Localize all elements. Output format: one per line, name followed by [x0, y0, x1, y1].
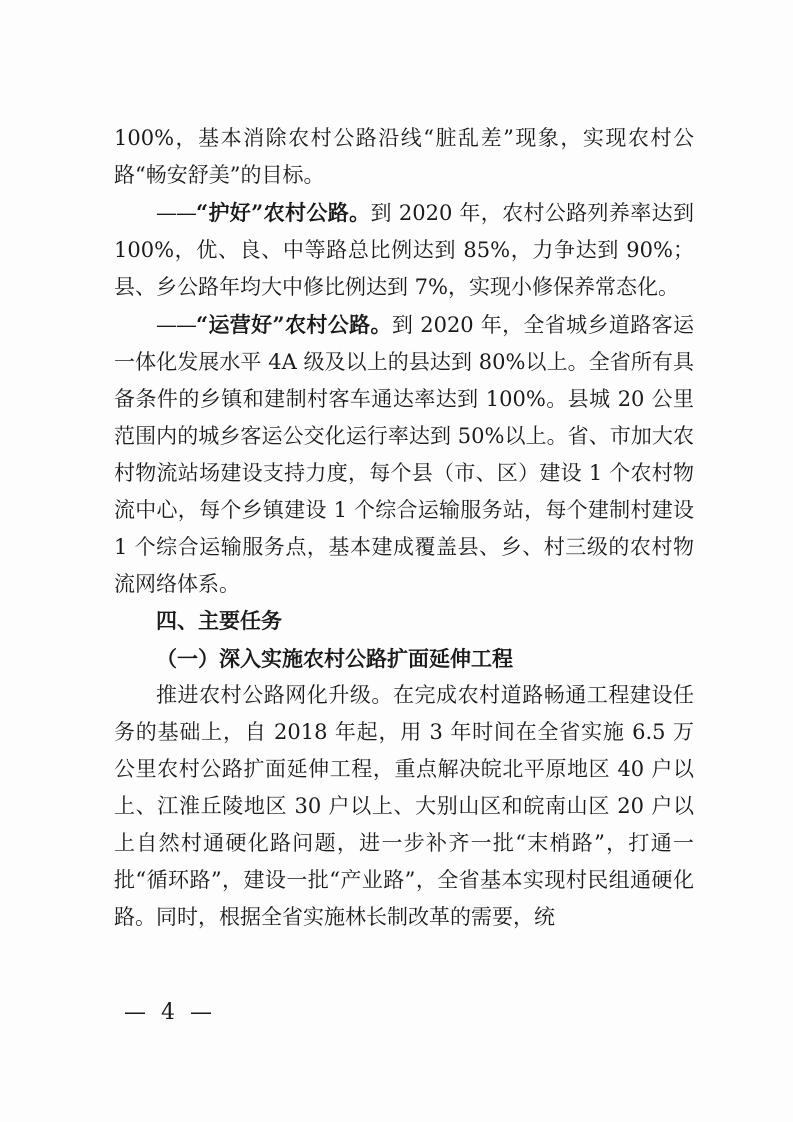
document-body: [114, 120, 694, 936]
paragraph-operate-roads: [114, 306, 694, 603]
paragraph-text: 推进农村公路网化升级。在完成农村道路畅通工程建设任务的基础上，自 2018 年起，用 3 年时间在全省实施 6.5 万公里农村公路扩面延伸工程，重点解决皖北平原地区 40 户以上、江淮丘陵地区 30 户以上、大别山区和皖南山区 20 户以上自然村通硬化路问题，进一步补齐一批“末梢路”，打通一批“循环路”，建设一批“产业路”，全省基本实现村民组通硬化路。同时，根据全省实施林长制改革的需要，统: [114, 683, 694, 929]
bold-lead: “运营好”农村公路。: [196, 312, 392, 337]
subsection-heading: （一）深入实施农村公路扩面延伸工程: [156, 646, 513, 671]
paragraph-text: 到 2020 年，农村公路列养率达到 100%，优、良、中等路总比例达到 85%，力争达到 90%；县、乡公路年均大中修比例达到 7%，实现小修保养常态化。: [114, 201, 694, 299]
em-dash: ——: [156, 201, 196, 225]
paragraph-protect-roads: [114, 194, 694, 306]
paragraph-continuation: [114, 120, 694, 194]
paragraph-text: 到 2020 年，全省城乡道路客运一体化发展水平 4A 级及以上的县达到 80%以上。全省所有具备条件的乡镇和建制村客车通达率达到 100%。县城 20 公里范围内的城乡客运公交化运行率达到 50%以上。省、市加大农村物流站场建设支持力度，每个县（市、区）建设 1 个农村物流中心，每个乡镇建设 1 个综合运输服务站，每个建制村建设 1 个综合运输服务点，基本建成覆盖县、乡、村三级的农村物流网络体系。: [114, 313, 694, 596]
em-dash: ——: [156, 313, 196, 337]
paragraph-network-upgrade: [114, 677, 694, 936]
bold-lead: “护好”农村公路。: [196, 200, 371, 225]
section-heading: 四、主要任务: [156, 609, 282, 633]
paragraph-text: 100%，基本消除农村公路沿线“脏乱差”现象，实现农村公路“畅安舒美”的目标。: [114, 126, 694, 187]
page-number: — 4 —: [124, 1000, 216, 1025]
